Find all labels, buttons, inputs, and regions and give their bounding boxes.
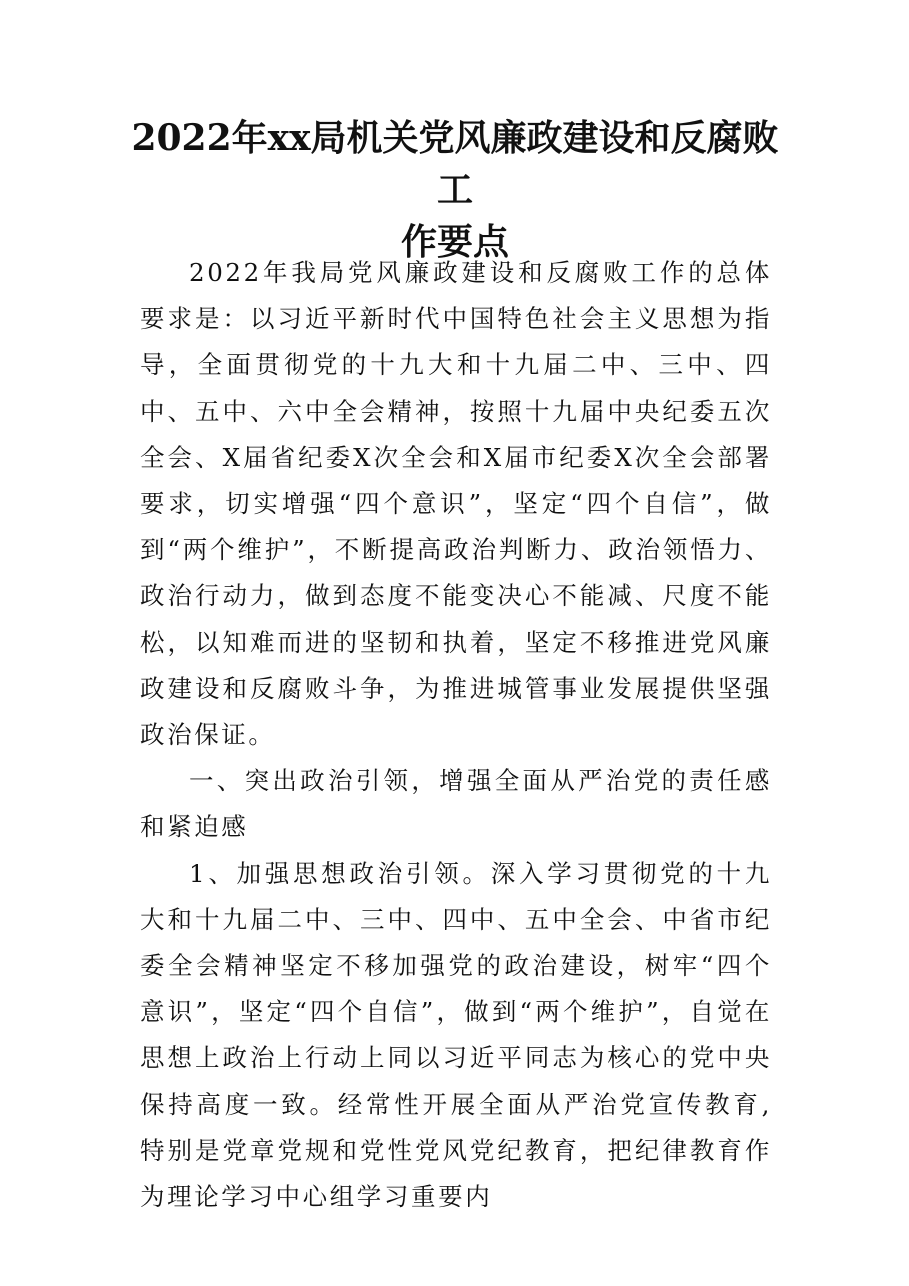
title-line-2: 作要点 <box>400 221 509 263</box>
section-heading-1: 一、突出政治引领，增强全面从严治党的责任感和紧迫感 <box>140 766 772 842</box>
paragraph-general-requirements: 2022年我局党风廉政建设和反腐败工作的总体要求是：以习近平新时代中国特色社会主义思想为指导，全面贯彻党的十九大和十九届二中、三中、四中、五中、六中全会精神，按照十九届中央纪委五次全会、X届省纪委X次全会和X届市纪委X次全会部署要求，切实增强“四个意识”，坚定“四个自信”，做到“两个维护”，不断提高政治判断力、政治领悟力、政治行动力，做到态度不能变决心不能减、尺度不能松，以知难而进的坚韧和执着，坚定不移推进党风廉政建设和反腐败斗争，为推进城管事业发展提供坚强政治保证。 <box>140 258 772 750</box>
document-body <box>140 250 772 1220</box>
paragraph-item-1: 1、加强思想政治引领。深入学习贯彻党的十九大和十九届二中、三中、四中、五中全会、中省市纪委全会精神坚定不移加强党的政治建设，树牢“四个意识”，坚定“四个自信”，做到“两个维护”，自觉在思想上政治上行动上同以习近平同志为核心的党中央保持高度一致。经常性开展全面从严治党宣传教育,特别是党章党规和党性党风党纪教育，把纪律教育作为理论学习中心组学习重要内 <box>140 858 772 1212</box>
title-line-1: 2022年xx局机关党风廉政建设和反腐败工 <box>131 117 779 211</box>
document-title <box>120 112 790 268</box>
